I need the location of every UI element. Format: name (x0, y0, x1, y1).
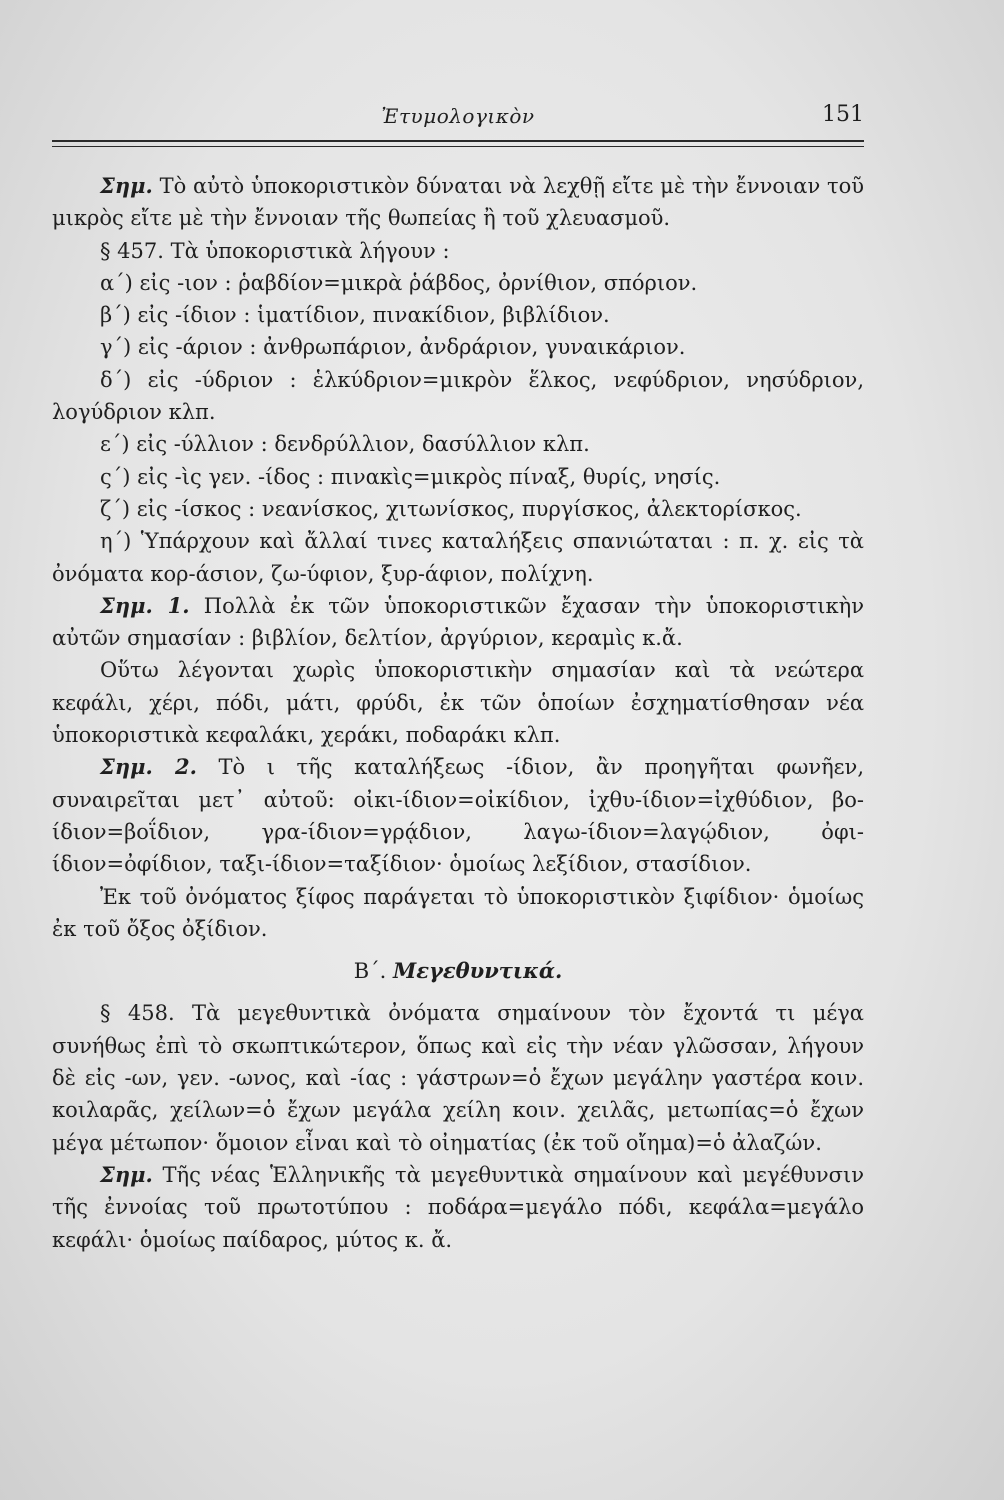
paragraph-text: ζ΄) εἰς -ίσκος : νεανίσκος, χιτωνίσκος, πυργίσκος, ἀλεκτορίσκος. (100, 496, 802, 521)
paragraph-text: β΄) εἰς -ίδιον : ἱματίδιον, πινακίδιον, βιβλίδιον. (100, 303, 610, 328)
running-title: Ἐτυμολογικὸν (381, 104, 535, 128)
paragraph-text: α΄) εἰς -ιον : ῥαβδίον=μικρὰ ῥάβδος, ὀρνίθιον, σπόριον. (100, 270, 698, 295)
header-rule-thin (52, 146, 864, 147)
paragraph (52, 997, 864, 1158)
paragraph (52, 1159, 864, 1256)
paragraph-text: Ἐκ τοῦ ὀνόματος ξίφος παράγεται τὸ ὑποκοριστικὸν ξιφίδιον· ὁμοίως ἐκ τοῦ ὄξος ὀξίδιον. (52, 884, 864, 941)
section-title: Μεγεθυντικά. (393, 958, 563, 984)
paragraph (52, 751, 864, 880)
paragraph-text: ς΄) εἰς -ὶς γεν. -ίδος : πινακὶς=μικρὸς πίναξ, θυρίς, νησίς. (100, 464, 721, 489)
paragraph (52, 364, 864, 429)
paragraph-text: § 457. Τὰ ὑποκοριστικὰ λήγουν : (100, 238, 450, 263)
paragraph (52, 881, 864, 946)
paragraph (52, 235, 864, 267)
paragraph (52, 493, 864, 525)
paragraph-text: δ΄) εἰς -ύδριον : ἑλκύδριον=μικρὸν ἕλκος, νεφύδριον, νησύδριον, λογύδριον κλπ. (52, 367, 864, 425)
paragraph-text: Τὸ ι τῆς καταλήξεως -ίδιον, ἂν προηγῆται φωνῆεν, συναιρεῖται μετ᾿ αὐτοῦ: οἰκι-ίδιον=οἰκίδιον, ἰχθυ-ίδιον=ἰχθύδιον, βο-ίδιον=βοΐδιον, γρα-ίδιον=γρᾴδιον, λαγω-ίδιον=λαγῴδιον, ὀφι-ίδιον=ὀφίδιον, ταξι-ίδιον=ταξίδιον· ὁμοίως λεξίδιον, στασίδιον. (52, 755, 864, 877)
paragraph-text: Οὕτω λέγονται χωρὶς ὑποκοριστικὴν σημασίαν καὶ τὰ νεώτερα κεφάλι, χέρι, πόδι, μάτι, φρύδι, ἐκ τῶν ὁποίων ἐσχηματίσθησαν νέα ὑποκοριστικὰ κεφαλάκι, χεράκι, ποδαράκι κλπ. (52, 658, 864, 748)
paragraph (52, 267, 864, 299)
paragraph-text: η΄) Ὑπάρχουν καὶ ἄλλαί τινες καταλήξεις σπανιώταται : π. χ. εἰς τὰ ὀνόματα κορ-άσιον, ζω-ύφιον, ξυρ-άφιον, πολίχνη. (52, 529, 864, 586)
page-number: 151 (822, 102, 864, 127)
paragraph (52, 461, 864, 493)
page-header (52, 102, 864, 134)
paragraph-text: Τὸ αὐτὸ ὑποκοριστικὸν δύναται νὰ λεχθῇ εἴτε μὲ τὴν ἔννοιαν τοῦ μικρὸς εἴτε μὲ τὴν ἔννοιαν τῆς θωπείας ἢ τοῦ χλευασμοῦ. (52, 174, 864, 231)
paragraph (52, 590, 864, 655)
paragraph-text: γ΄) εἰς -άριον : ἀνθρωπάριον, ἀνδράριον, γυναικάριον. (100, 335, 686, 360)
page-body (52, 170, 864, 1256)
section-prefix: Β΄. (353, 959, 393, 984)
paragraph (52, 654, 864, 751)
note-label: Σημ. (100, 1161, 153, 1187)
note-label: Σημ. 1. (100, 592, 190, 618)
paragraph (52, 170, 864, 235)
paragraph-group-diminutives (52, 170, 864, 945)
paragraph-group-augmentatives (52, 997, 864, 1255)
note-label: Σημ. 2. (100, 754, 197, 780)
paragraph (52, 428, 864, 460)
paragraph-text: ε΄) εἰς -ύλλιον : δενδρύλλιον, δασύλλιον κλπ. (100, 432, 590, 457)
paragraph-text: Πολλὰ ἐκ τῶν ὑποκοριστικῶν ἔχασαν τὴν ὑποκοριστικὴν αὐτῶν σημασίαν : βιβλίον, δελτίον, ἀργύριον, κεραμὶς κ.ἄ. (52, 593, 864, 651)
paragraph-text: § 458. Τὰ μεγεθυντικὰ ὀνόματα σημαίνουν τὸν ἔχοντά τι μέγα συνήθως ἐπὶ τὸ σκωπτικώτερον, ὅπως καὶ εἰς τὴν νέαν γλῶσσαν, λήγουν δὲ εἰς -ων, γεν. -ωνος, καὶ -ίας : γάστρων=ὁ ἔχων μεγάλην γαστέρα κοιν. κοιλαρᾶς, χείλων=ὁ ἔχων μεγάλα χείλη κοιν. χειλᾶς, μετωπίας=ὁ ἔχων μέγα μέτωπον· ὅμοιον εἶναι καὶ τὸ οἰηματίας (ἐκ τοῦ οἴημα)=ὁ ἀλαζών. (52, 1001, 864, 1155)
paragraph (52, 525, 864, 590)
header-rule-thick (52, 140, 864, 142)
paragraph (52, 299, 864, 331)
note-label: Σημ. (100, 173, 153, 198)
paragraph-text: Τῆς νέας Ἑλληνικῆς τὰ μεγεθυντικὰ σημαίνουν καὶ μεγέθυνσιν τῆς ἐννοίας τοῦ πρωτοτύπου : ποδάρα=μεγάλο πόδι, κεφάλα=μεγάλο κεφάλι· ὁμοίως παίδαρος, μύτος κ. ἄ. (52, 1162, 864, 1252)
section-heading (52, 955, 864, 987)
paragraph (52, 331, 864, 363)
